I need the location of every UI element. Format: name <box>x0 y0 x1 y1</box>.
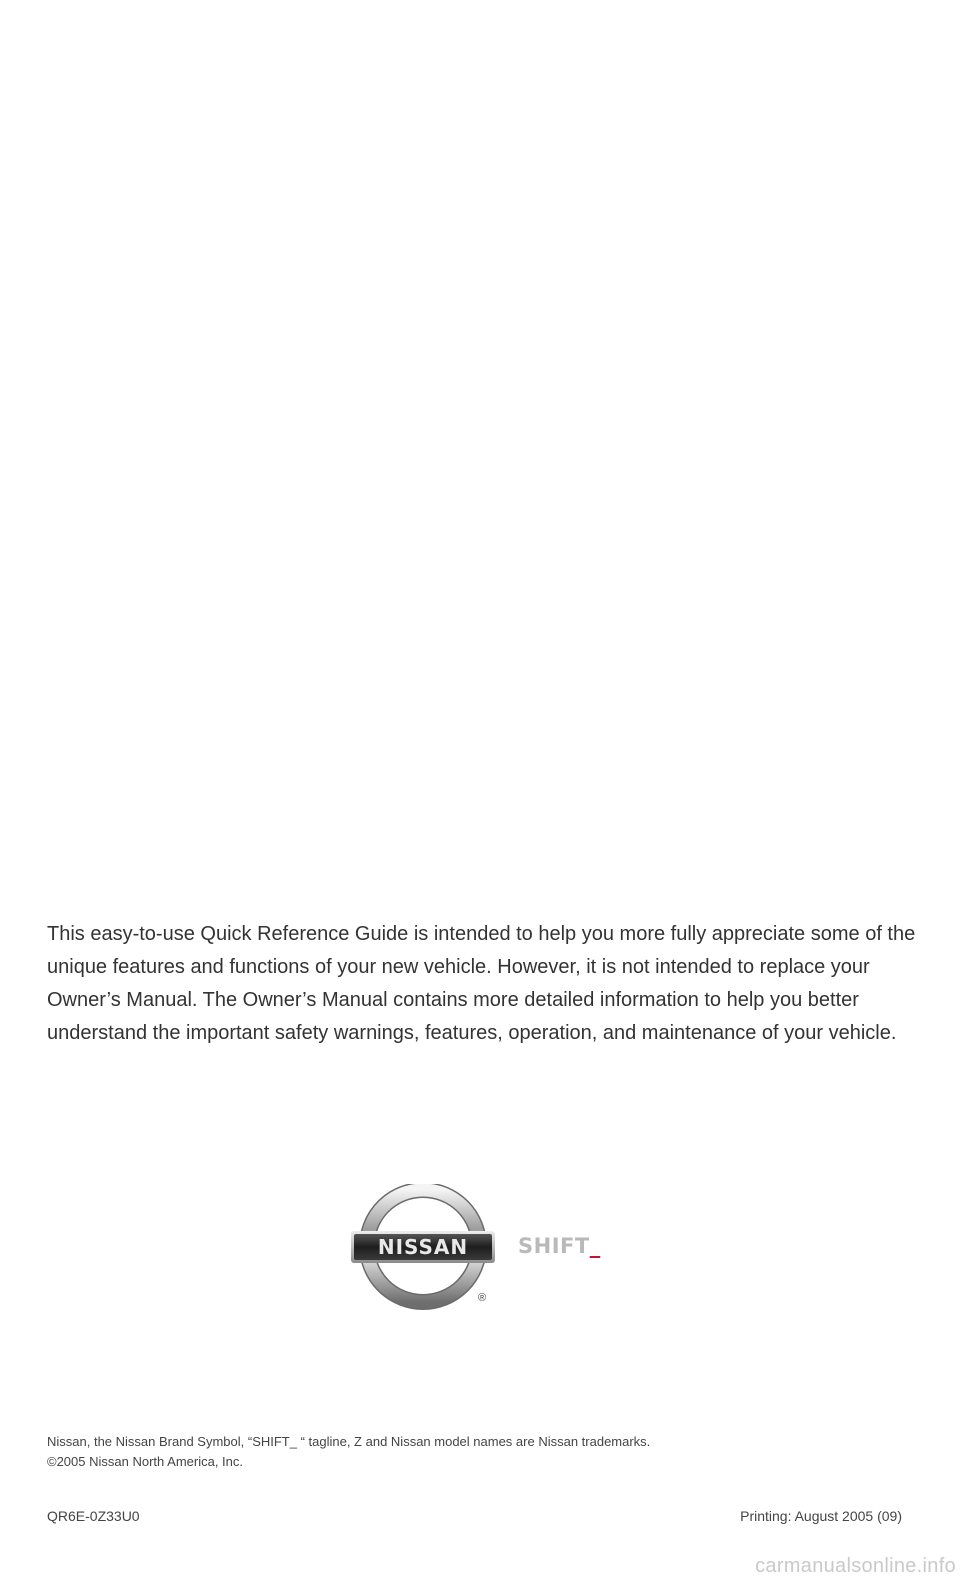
brand-logo <box>350 1184 630 1310</box>
copyright-line: ©2005 Nissan North America, Inc. <box>47 1454 243 1469</box>
printing-date: Printing: August 2005 (09) <box>740 1508 902 1524</box>
registered-mark: ® <box>478 1292 487 1304</box>
trademark-line: Nissan, the Nissan Brand Symbol, “SHIFT_ “ tagline, Z and Nissan model names are Nissan trademarks. <box>47 1434 651 1449</box>
publication-code: QR6E-0Z33U0 <box>47 1508 140 1524</box>
shift-tagline <box>518 1234 601 1258</box>
emblem-brand-text: NISSAN <box>377 1235 469 1259</box>
trademark-notice <box>47 1432 927 1472</box>
intro-paragraph: This easy-to-use Quick Reference Guide is intended to help you more fully appreciate some of the unique features and functions of your new vehicle. However, it is not intended to replace your Owner’s Manual. The Owner’s Manual contains more detailed information to help you better understand the important safety warnings, features, operation, and maintenance of your vehicle. <box>47 923 916 1044</box>
tagline-word: SHIFT <box>518 1234 590 1258</box>
tagline-underscore: _ <box>589 1234 601 1258</box>
site-watermark: carmanualsonline.info <box>755 1555 956 1577</box>
